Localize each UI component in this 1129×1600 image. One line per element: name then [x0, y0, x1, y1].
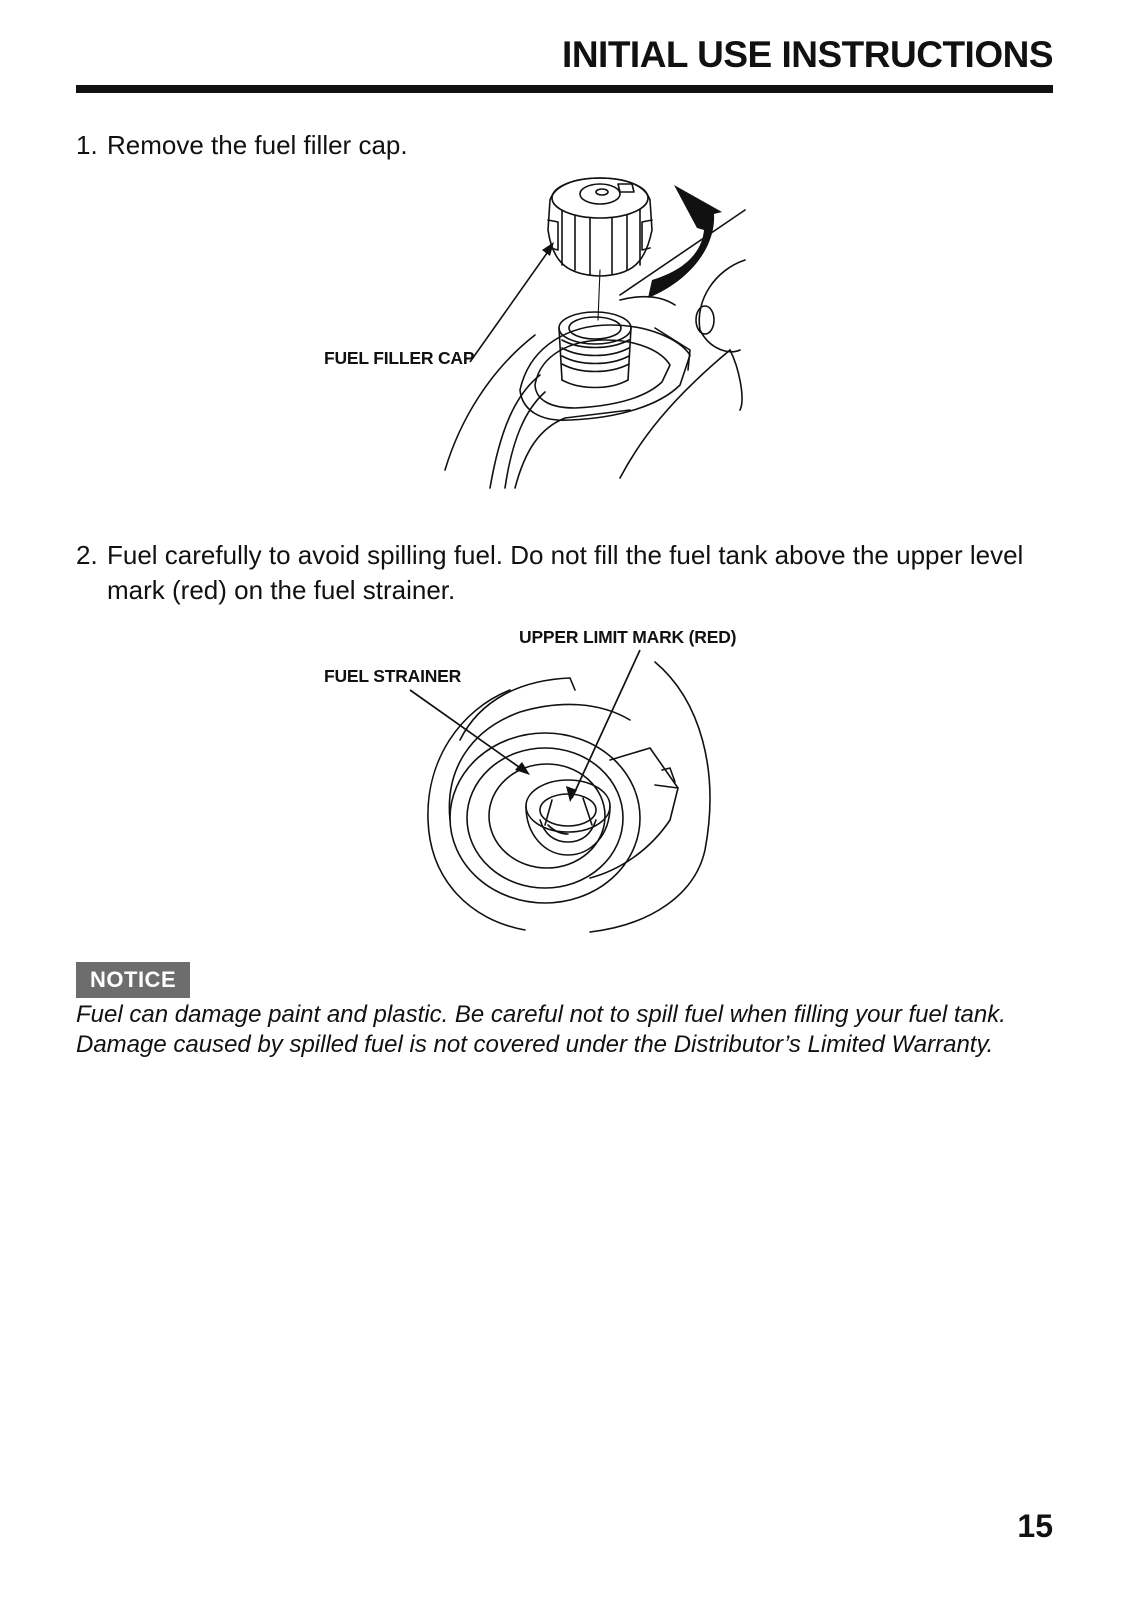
notice-text: Fuel can damage paint and plastic. Be careful not to spill fuel when filling your fuel tank. Damage caused by spilled fuel is not covered under the Distributor’s Limited Warranty.	[76, 1001, 1006, 1058]
step-2	[76, 538, 1039, 608]
step-2-text: Fuel carefully to avoid spilling fuel. Do not fill the fuel tank above the upper level mark (red) on the fuel strainer.	[107, 540, 1024, 605]
page-number: 15	[1017, 1508, 1053, 1544]
header-rule	[76, 85, 1053, 93]
notice-badge: NOTICE	[76, 962, 190, 998]
fuel-filler-cap-illustration	[300, 170, 800, 500]
step-2-number: 2.	[76, 540, 98, 570]
step-1-number: 1.	[76, 130, 98, 160]
page-title: INITIAL USE INSTRUCTIONS	[562, 34, 1053, 75]
fuel-strainer-illustration	[300, 620, 800, 950]
upper-limit-mark-label: UPPER LIMIT MARK (RED)	[519, 627, 737, 647]
fuel-filler-cap-label: FUEL FILLER CAP	[324, 348, 475, 368]
fuel-strainer-label: FUEL STRAINER	[324, 666, 462, 686]
step-1	[76, 128, 1039, 163]
fuel-cap-drawing	[300, 170, 800, 500]
step-1-text: Remove the fuel filler cap.	[107, 130, 408, 160]
